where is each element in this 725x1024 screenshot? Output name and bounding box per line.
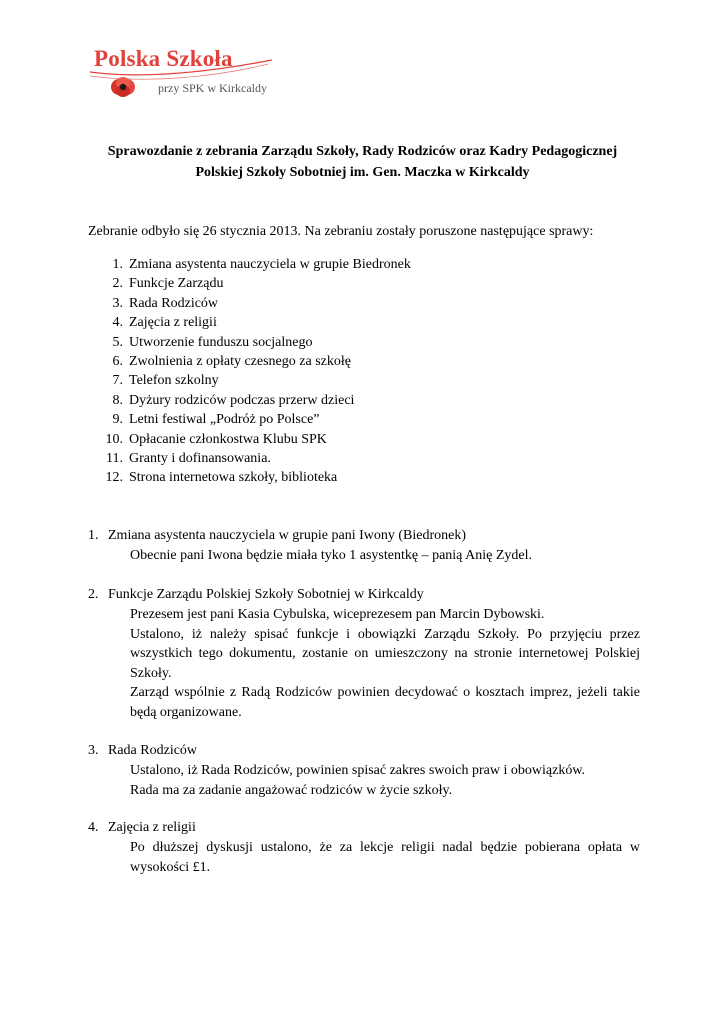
section-paragraph: Obecnie pani Iwona będzie miała tyko 1 asystentkę – panią Anię Zydel.	[130, 548, 532, 563]
section-body	[88, 546, 640, 566]
title-line-2: Polskiej Szkoły Sobotniej im. Gen. Maczka w Kirkcaldy	[195, 165, 530, 180]
section-paragraph: Ustalono, iż Rada Rodziców, powinien spisać zakres swoich praw i obowiązków.	[130, 763, 586, 778]
section-paragraph: Ustalono, iż należy spisać funkcje i obowiązki Zarządu Szkoły. Po przyjęciu przez wszystkich tego dokumentu, zostanie on umieszczony na stronie internetowej Polskiej Szkoły.	[130, 626, 640, 681]
logo-subtitle: przy SPK w Kirkcaldy	[158, 81, 267, 95]
section-heading: 1. Zmiana asystenta nauczyciela w grupie pani Iwony (Biedronek)	[88, 528, 467, 543]
section-body	[88, 838, 640, 877]
school-logo	[90, 40, 280, 110]
section-paragraph: Rada ma za zadanie angażować rodziców w życie szkoły.	[130, 782, 453, 798]
poppy-icon	[110, 76, 136, 100]
section-paragraph: Zarząd wspólnie z Radą Rodziców powinien decydować o kosztach imprez, jeżeli takie będą organizowane.	[130, 685, 640, 720]
logo-title: Polska Szkoła	[94, 46, 233, 71]
section-1	[88, 526, 640, 566]
section-body	[88, 605, 640, 722]
document-title	[60, 141, 665, 183]
section-body	[88, 761, 640, 800]
section-paragraph: Prezesem jest pani Kasia Cybulska, wiceprezesem pan Marcin Dybowski.	[130, 607, 545, 622]
title-line-1: Sprawozdanie z zebrania Zarządu Szkoły, Rady Rodziców oraz Kadry Pedagogicznej	[107, 144, 618, 159]
section-2	[88, 585, 640, 722]
section-4	[88, 818, 640, 877]
section-3	[88, 741, 640, 800]
section-heading: 3. Rada Rodziców	[88, 743, 198, 758]
section-heading: 4. Zajęcia z religii	[88, 820, 196, 835]
section-paragraph: Po dłuższej dyskusji ustalono, że za lekcje religii nadal będzie pobierana opłata w wysokości £1.	[130, 840, 640, 875]
section-heading: 2. Funkcje Zarządu Polskiej Szkoły Sobotniej w Kirkcaldy	[88, 587, 424, 602]
intro-paragraph: Zebranie odbyło się 26 stycznia 2013. Na zebraniu zostały poruszone następujące sprawy:	[88, 224, 594, 239]
